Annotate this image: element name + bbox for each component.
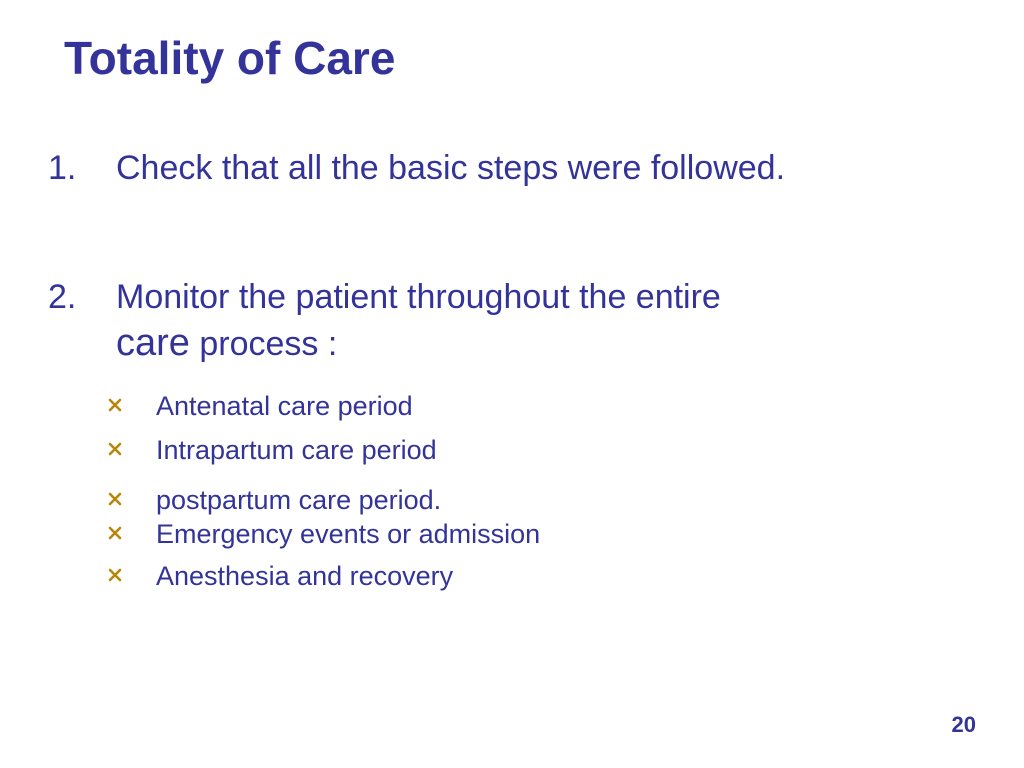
sub-item xyxy=(108,390,413,422)
page-number: 20 xyxy=(951,712,976,737)
item-text xyxy=(116,275,966,369)
item-text-main: Monitor the patient throughout the entire xyxy=(116,278,721,316)
x-bullet-icon xyxy=(108,442,122,456)
x-bullet-icon xyxy=(108,526,122,540)
sub-item-label: Emergency events or admission xyxy=(156,519,541,549)
item-text-tail: process : xyxy=(189,325,338,364)
item-number: 2. xyxy=(48,278,77,316)
x-bullet-icon xyxy=(108,398,122,412)
item-number: 1. xyxy=(48,149,77,187)
sub-item xyxy=(108,560,453,592)
x-bullet-icon xyxy=(108,568,122,582)
sub-item-label: Intrapartum care period xyxy=(156,435,437,465)
sub-item-label: postpartum care period. xyxy=(156,485,442,515)
x-bullet-icon xyxy=(108,492,122,506)
sub-item-label: Anesthesia and recovery xyxy=(156,561,454,591)
item-text: Check that all the basic steps were followed. xyxy=(116,149,786,187)
slide-title: Totality of Care xyxy=(64,32,396,84)
sub-item xyxy=(108,518,540,550)
item-text-emphasis: care xyxy=(116,322,190,365)
sub-item xyxy=(108,434,437,466)
sub-item xyxy=(108,484,441,516)
sub-item-label: Antenatal care period xyxy=(156,391,413,421)
